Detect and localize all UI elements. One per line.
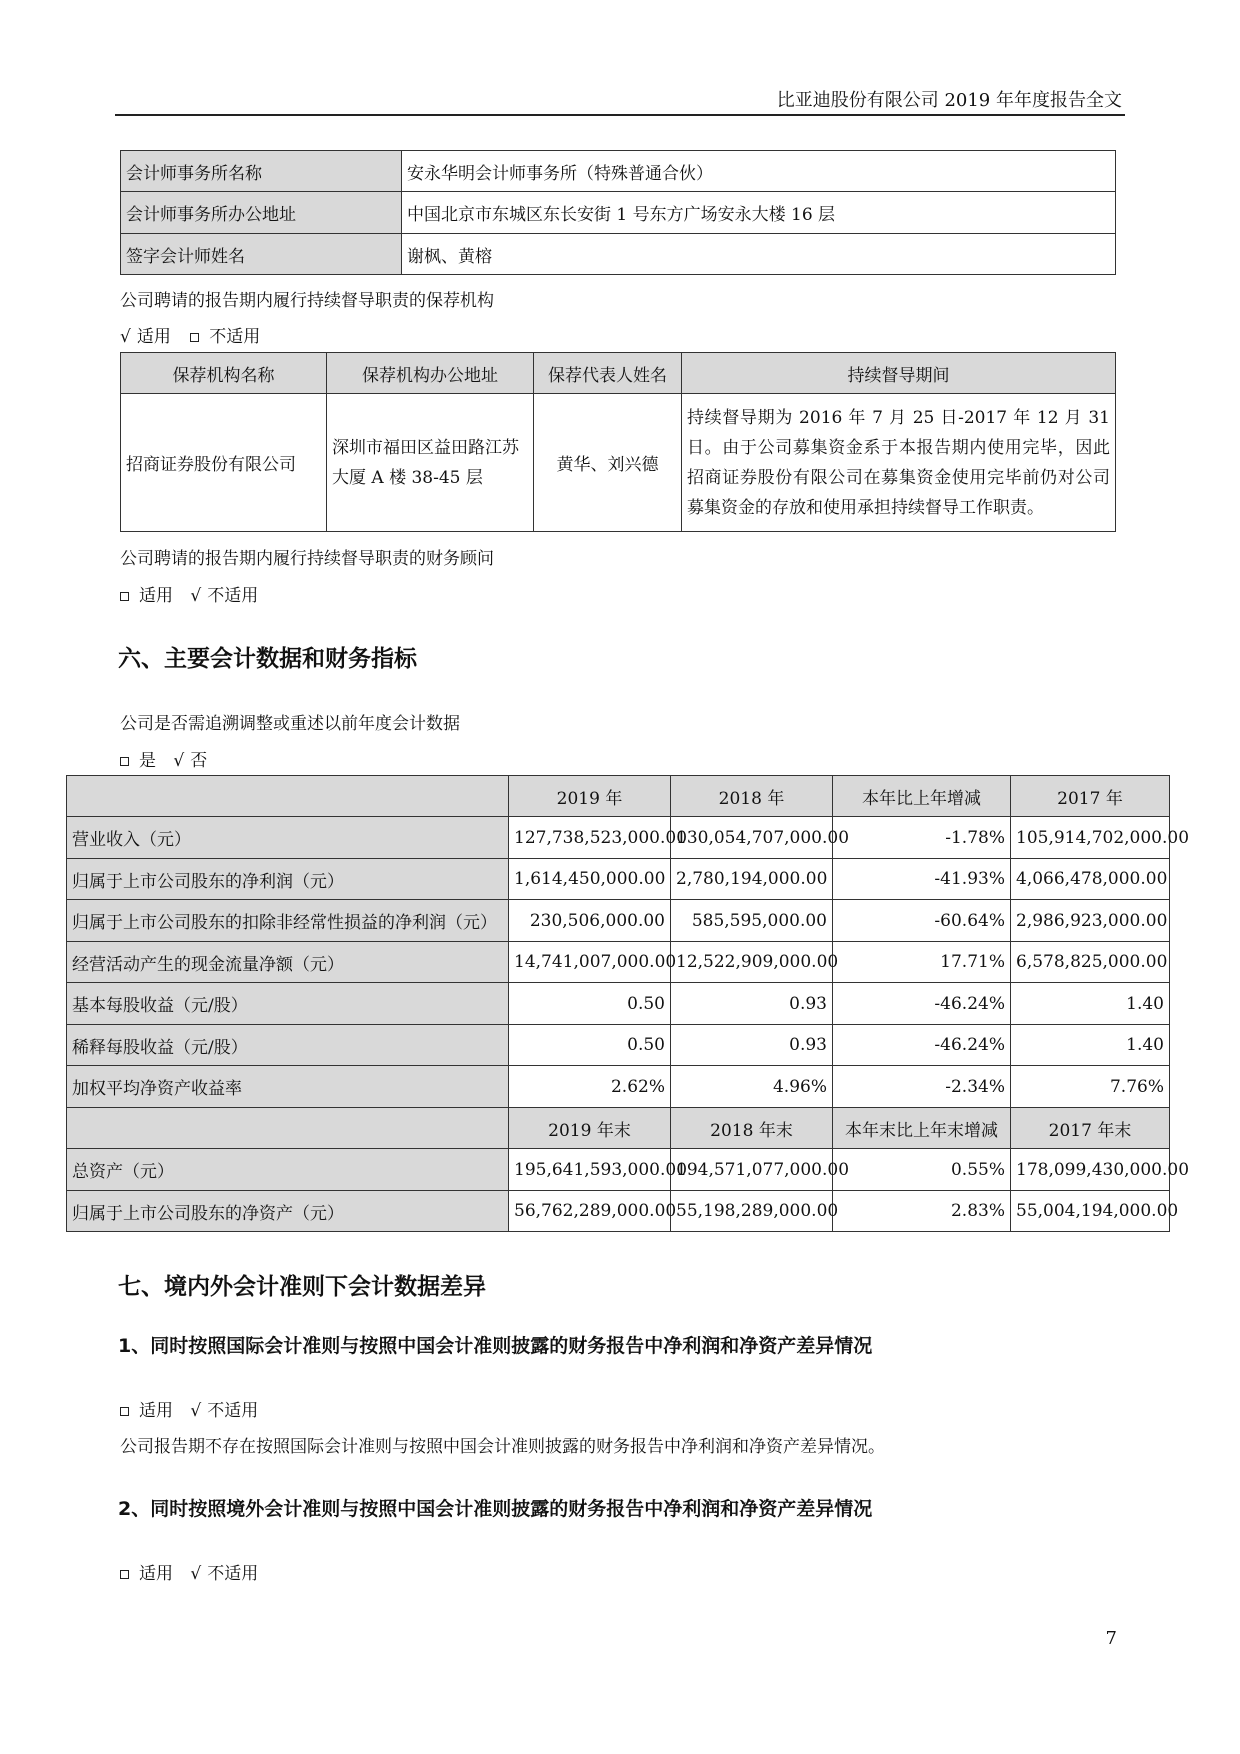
cell-value: -1.78%: [833, 817, 1011, 859]
auditor-label: 签字会计师姓名: [121, 234, 402, 275]
yes-label: 是: [139, 751, 156, 771]
auditor-value: 安永华明会计师事务所（特殊普通合伙）: [402, 151, 1116, 192]
cell-value: 55,004,194,000.00: [1011, 1191, 1170, 1232]
not-applicable-label: 不适用: [207, 586, 259, 606]
sponsor-period: 持续督导期为 2016 年 7 月 25 日-2017 年 12 月 31 日。由于公司募集资金系于本报告期内使用完毕，因此招商证券股份有限公司在募集资金使用完毕前仍对公司募集资金的存放和使用承担持续督导工作职责。: [682, 394, 1116, 532]
cell-value: 17.71%: [833, 942, 1011, 983]
sponsor-name: 招商证券股份有限公司: [121, 394, 327, 532]
cell-value: 14,741,007,000.00: [509, 942, 671, 983]
col-header: 保荐机构名称: [121, 353, 327, 394]
cell-value: 0.55%: [833, 1149, 1011, 1191]
not-applicable-label: 不适用: [209, 327, 261, 347]
cell-value: 178,099,430,000.00: [1011, 1149, 1170, 1191]
cell-value: 6,578,825,000.00: [1011, 942, 1170, 983]
applicable-label: 适用: [136, 327, 171, 347]
cell-value: 195,641,593,000.00: [509, 1149, 671, 1191]
auditor-table: [120, 150, 1116, 275]
cell-value: 2,986,923,000.00: [1011, 900, 1170, 942]
cell-value: 105,914,702,000.00: [1011, 817, 1170, 859]
cell-value: 0.50: [509, 1025, 671, 1066]
report-header-title: 比亚迪股份有限公司 2019 年年度报告全文: [776, 90, 1122, 111]
advisor-intro: 公司聘请的报告期内履行持续督导职责的财务顾问: [120, 549, 494, 569]
cell-value: 127,738,523,000.00: [509, 817, 671, 859]
auditor-value: 谢枫、黄榕: [402, 234, 1116, 275]
sponsor-table: [120, 352, 1116, 532]
col-header: 保荐代表人姓名: [534, 353, 682, 394]
sponsor-representatives: 黄华、刘兴德: [534, 394, 682, 532]
col-header: 持续督导期间: [682, 353, 1116, 394]
row-label: 归属于上市公司股东的净资产（元）: [67, 1191, 509, 1232]
row-label: 总资产（元）: [67, 1149, 509, 1191]
no-label: 否: [190, 751, 208, 771]
row-label: 稀释每股收益（元/股）: [67, 1025, 509, 1066]
sponsor-row: [121, 394, 1116, 532]
section6-title: 六、主要会计数据和财务指标: [118, 646, 417, 672]
financial-header-row: [67, 1108, 1170, 1149]
sponsor-applicability: [120, 322, 260, 347]
check-mark: √: [173, 751, 185, 771]
restatement-question: 公司是否需追溯调整或重述以前年度会计数据: [120, 714, 460, 734]
cell-value: 230,506,000.00: [509, 900, 671, 942]
col-header: 2017 年末: [1011, 1108, 1170, 1149]
row-label: 营业收入（元）: [67, 817, 509, 859]
row-label: 基本每股收益（元/股）: [67, 983, 509, 1025]
auditor-row: [121, 234, 1116, 275]
auditor-value: 中国北京市东城区东长安街 1 号东方广场安永大楼 16 层: [402, 192, 1116, 234]
check-mark: √: [190, 1401, 202, 1421]
applicable-label: 适用: [139, 1564, 173, 1584]
cell-value: 55,198,289,000.00: [671, 1191, 833, 1232]
sub2-applicability: [120, 1559, 258, 1584]
cell-value: 2,780,194,000.00: [671, 859, 833, 900]
table-row: [67, 1191, 1170, 1232]
table-row: [67, 1025, 1170, 1066]
check-mark: √: [120, 327, 131, 347]
check-mark: √: [190, 586, 202, 606]
checkbox-empty-icon: [120, 1570, 129, 1579]
header-divider: [115, 114, 1125, 116]
auditor-label: 会计师事务所名称: [121, 151, 402, 192]
cell-value: 0.93: [671, 983, 833, 1025]
cell-value: -41.93%: [833, 859, 1011, 900]
section7-sub1-title: 1、同时按照国际会计准则与按照中国会计准则披露的财务报告中净利润和净资产差异情况: [118, 1335, 873, 1357]
cell-value: 585,595,000.00: [671, 900, 833, 942]
page-number: 7: [1105, 1628, 1117, 1649]
table-row: [67, 1149, 1170, 1191]
advisor-applicability: [120, 581, 258, 606]
cell-value: 2.83%: [833, 1191, 1011, 1232]
cell-value: -2.34%: [833, 1066, 1011, 1108]
cell-value: 4.96%: [671, 1066, 833, 1108]
auditor-row: [121, 151, 1116, 192]
row-label: 归属于上市公司股东的净利润（元）: [67, 859, 509, 900]
section7-sub2-title: 2、同时按照境外会计准则与按照中国会计准则披露的财务报告中净利润和净资产差异情况: [118, 1498, 873, 1520]
sponsor-address: 深圳市福田区益田路江苏大厦 A 楼 38-45 层: [327, 394, 534, 532]
col-header: 2019 年末: [509, 1108, 671, 1149]
sponsor-header-row: [121, 353, 1116, 394]
col-header: 2018 年: [671, 776, 833, 817]
cell-value: 1.40: [1011, 983, 1170, 1025]
auditor-row: [121, 192, 1116, 234]
cell-value: -46.24%: [833, 1025, 1011, 1066]
financial-header-row: [67, 776, 1170, 817]
table-row: [67, 942, 1170, 983]
col-header: 2017 年: [1011, 776, 1170, 817]
cell-value: 1.40: [1011, 1025, 1170, 1066]
table-row: [67, 983, 1170, 1025]
checkbox-empty-icon: [120, 757, 129, 766]
cell-value: 4,066,478,000.00: [1011, 859, 1170, 900]
sub1-applicability: [120, 1396, 258, 1421]
row-label: 归属于上市公司股东的扣除非经常性损益的净利润（元）: [67, 900, 509, 942]
col-header: 2018 年末: [671, 1108, 833, 1149]
table-row: [67, 859, 1170, 900]
sponsor-intro: 公司聘请的报告期内履行持续督导职责的保荐机构: [120, 291, 494, 311]
table-row: [67, 817, 1170, 859]
col-header: 本年末比上年末增减: [833, 1108, 1011, 1149]
table-row: [67, 1066, 1170, 1108]
cell-value: -46.24%: [833, 983, 1011, 1025]
cell-value: 2.62%: [509, 1066, 671, 1108]
cell-value: 130,054,707,000.00: [671, 817, 833, 859]
auditor-label: 会计师事务所办公地址: [121, 192, 402, 234]
table-row: [67, 900, 1170, 942]
cell-value: 1,614,450,000.00: [509, 859, 671, 900]
col-header: [67, 776, 509, 817]
cell-value: 12,522,909,000.00: [671, 942, 833, 983]
checkbox-empty-icon: [190, 333, 199, 342]
applicable-label: 适用: [139, 1401, 173, 1421]
cell-value: 0.93: [671, 1025, 833, 1066]
cell-value: -60.64%: [833, 900, 1011, 942]
col-header: 保荐机构办公地址: [327, 353, 534, 394]
col-header: 2019 年: [509, 776, 671, 817]
financial-table: [66, 775, 1190, 1232]
checkbox-empty-icon: [120, 1407, 129, 1416]
checkbox-empty-icon: [120, 592, 129, 601]
cell-value: 194,571,077,000.00: [671, 1149, 833, 1191]
row-label: 加权平均净资产收益率: [67, 1066, 509, 1108]
cell-value: 56,762,289,000.00: [509, 1191, 671, 1232]
cell-value: 7.76%: [1011, 1066, 1170, 1108]
col-header: [67, 1108, 509, 1149]
cell-value: 0.50: [509, 983, 671, 1025]
restatement-answer: [120, 746, 207, 771]
not-applicable-label: 不适用: [207, 1401, 259, 1421]
check-mark: √: [190, 1564, 202, 1584]
col-header: 本年比上年增减: [833, 776, 1011, 817]
section7-title: 七、境内外会计准则下会计数据差异: [118, 1274, 486, 1300]
sub1-note: 公司报告期不存在按照国际会计准则与按照中国会计准则披露的财务报告中净利润和净资产差异情况。: [120, 1437, 885, 1457]
not-applicable-label: 不适用: [207, 1564, 259, 1584]
applicable-label: 适用: [139, 586, 173, 606]
row-label: 经营活动产生的现金流量净额（元）: [67, 942, 509, 983]
